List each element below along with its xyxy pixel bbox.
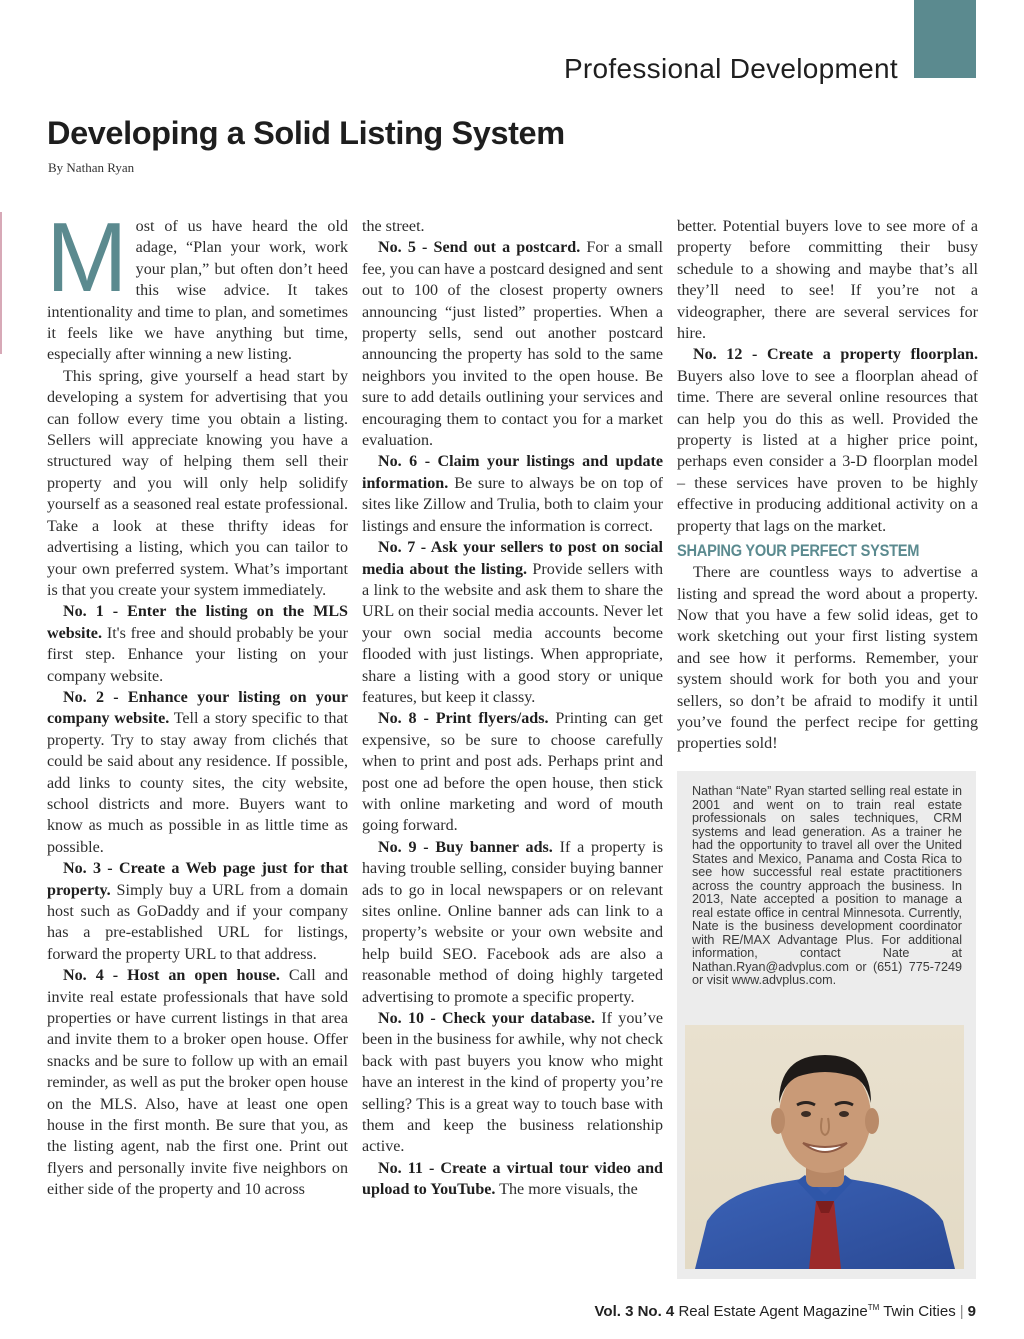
tip-heading: No. 9 - Buy banner ads. (378, 838, 553, 856)
tip-heading: No. 8 - Print flyers/ads. (378, 710, 549, 728)
drop-cap: M (46, 202, 128, 312)
article-column-1 (46, 202, 349, 1201)
trademark-mark: TM (867, 1303, 880, 1312)
subheading: SHAPING YOUR PERFECT SYSTEM (677, 541, 920, 561)
tip-body: Buyers also love to see a floorplan ahead of time. There are several online resources that can help you do this as well. Provided the property is listed at a higher price point, perhaps even consider a 3-D floorplan model – these services have proven to be highly effective in producing additional activity on a property that lags on the market. (677, 367, 978, 535)
article-title: Developing a Solid Listing System (47, 115, 565, 151)
tip-4 (47, 965, 348, 1200)
article-column-2 (362, 216, 663, 1201)
tip-12 (677, 344, 978, 537)
paragraph-continued: better. Potential buyers love to see more of a property before committing their busy schedule to a showing and maybe that’s all they’ll need to see! If you’re not a videographer, there are several services for hire. (677, 218, 978, 343)
tip-body: For a small fee, you can have a postcard designed and sent out to 100 of the closest property owners announcing “just listed” properties. When a property sells, send out another postcard announcing the property has sold to the same neighbors you invited to the open house. Be sure to add details outlining your services and encouraging them to contact you for a market evaluation. (362, 239, 663, 450)
paragraph: This spring, give yourself a head start by developing a system for advertising that you can follow every time you obtain a listing. Sellers will appreciate knowing you have a structured way of helping them sell their property and you will only help solidify yourself as a seasoned real estate professional. Take a look at these thrifty ideas for advertising a listing, which you can tailor to your own preferred system. What’s important is that you create your system immediately. (47, 367, 348, 599)
author-bio-text: Nathan “Nate” Ryan started selling real estate in 2001 and went on to train real estate professionals on sales techniques, CRM systems and lead generation. As a trainer he had the opportunity to travel all over the United States and Mexico, Panama and Costa Rica to see how successful real estate practitioners across the country approach the business. In 2013, Nate accepted a position to manage a real estate office in central Minnesota. Currently, Nate is the business development coordinator with RE/MAX Advantage Plus. For additional information, contact Nate at Nathan.Ryan@advplus.com or (651) 775-7249 or visit www.advplus.com. (692, 784, 962, 987)
tip-body: The more visuals, the (495, 1181, 638, 1199)
tip-7 (362, 537, 663, 708)
tip-body: If a property is having trouble selling, consider buying banner ads to go in local newspapers or on relevant sites online. Online banner ads can link to a property’s website or your own website and help build SEO. Facebook ads are also a reasonable method of doing highly targeted advertising to promote a specific property. (362, 838, 663, 1006)
tip-9 (362, 837, 663, 1008)
tip-heading: No. 11 - Create a virtual tour video and upload to YouTube. (362, 1159, 663, 1199)
issue-volume: Vol. 3 No. 4 (594, 1303, 675, 1320)
tip-heading: No. 4 - Host an open house. (63, 967, 280, 985)
tip-5 (362, 237, 663, 451)
tip-body: It's free and should probably be your first step. Enhance your listing on your company website. (47, 624, 348, 685)
tip-heading: No. 6 - Claim your listings and update information. (362, 453, 663, 492)
margin-accent-rule (0, 212, 2, 354)
tip-10 (362, 1008, 663, 1158)
tip-11 (362, 1158, 663, 1201)
footer-divider: | (959, 1303, 964, 1320)
byline: By Nathan Ryan (48, 160, 135, 175)
header-accent-block (914, 0, 976, 78)
tip-3 (47, 858, 348, 965)
tip-8 (362, 708, 663, 836)
tip-2 (47, 687, 348, 858)
intro-text: ost of us have heard the old adage, “Plan your work, work your plan,” but often don’t heed this wise advice. It takes intentionality and time to plan, and sometimes it feels like we have anything but time, especially after winning a new listing. (47, 218, 348, 364)
magazine-name: Real Estate Agent Magazine (678, 1303, 868, 1320)
tip-body: If you’ve been in the business for awhile, why not check back with past buyers you know who might have an interest in the kind of property you’re selling? This is a great way to touch base with them and keep the business relationship active. (362, 1010, 663, 1156)
tip-6 (362, 451, 663, 537)
tip-body: Call and invite real estate professionals that have sold properties or have current listings in that area and invite them to a broker open house. Offer snacks and be sure to follow up with an email reminder, as well as put the broker open house on the MLS. Also, have at least one open house in the first month. Be sure that you, as the listing agent, nab the first one. Print out flyers and personally invite five neighbors on either side of the property and 10 across (47, 967, 348, 1199)
author-portrait-illustration (685, 1025, 964, 1269)
section-title: Professional Development (563, 53, 898, 84)
tip-body: Simply buy a URL from a domain host such as GoDaddy and if your company has a pre-established URL for listings, forward the property URL to that address. (47, 881, 348, 963)
author-bio-box (677, 771, 976, 1279)
tip-heading: No. 10 - Check your database. (378, 1010, 596, 1028)
tip-body: Printing can get expensive, so be sure to choose carefully when to print and post ads. Perhaps print and post one ad before the open house, then stick with online marketing and word of mouth going forward. (362, 710, 663, 835)
tip-heading: No. 12 - Create a property floorplan. (693, 346, 978, 364)
tip-heading: No. 2 - Enhance your listing on your company website. (47, 688, 348, 728)
tip-1 (47, 601, 348, 687)
tip-heading: No. 3 - Create a Web page just for that property. (47, 860, 348, 899)
tip-heading: No. 7 - Ask your sellers to post on social media about the listing. (362, 539, 663, 578)
tip-heading: No. 1 - Enter the listing on the MLS website. (47, 603, 348, 642)
tip-body: Be sure to always be on top of sites like Zillow and Trulia, both to claim your listings and ensure the information is correct. (362, 474, 663, 535)
tip-body: Tell a story specific to that property. Try to stay away from clichés that could be said about any residence. If possible, add links to county sites, the city website, school districts and more. Buyers want to know as much as possible in as little time as possible. (47, 710, 349, 856)
page-footer (595, 1303, 976, 1320)
paragraph-continued: the street. (362, 218, 425, 235)
closing-paragraph: There are countless ways to advertise a listing and spread the word about a property. Now that you have a few solid ideas, get to work sketching out your first listing system and see how it performs. Remember, your system should work for both you and your sellers, so don’t be afraid to modify it until you’ve found the perfect recipe for getting properties sold! (677, 564, 978, 753)
author-photo (685, 1025, 964, 1269)
edition-city: Twin Cities (883, 1303, 956, 1320)
article-column-3 (677, 216, 978, 755)
intro-paragraph (46, 202, 348, 366)
tip-body: Provide sellers with a link to the website and ask them to share the URL on their social media accounts. Never let your own social media accounts become flooded with just listings. When appropriate, share a listing with a good story or unique features, but keep it classy. (362, 560, 663, 706)
tip-heading: No. 5 - Send out a postcard. (378, 239, 581, 257)
page-number: 9 (967, 1303, 976, 1320)
